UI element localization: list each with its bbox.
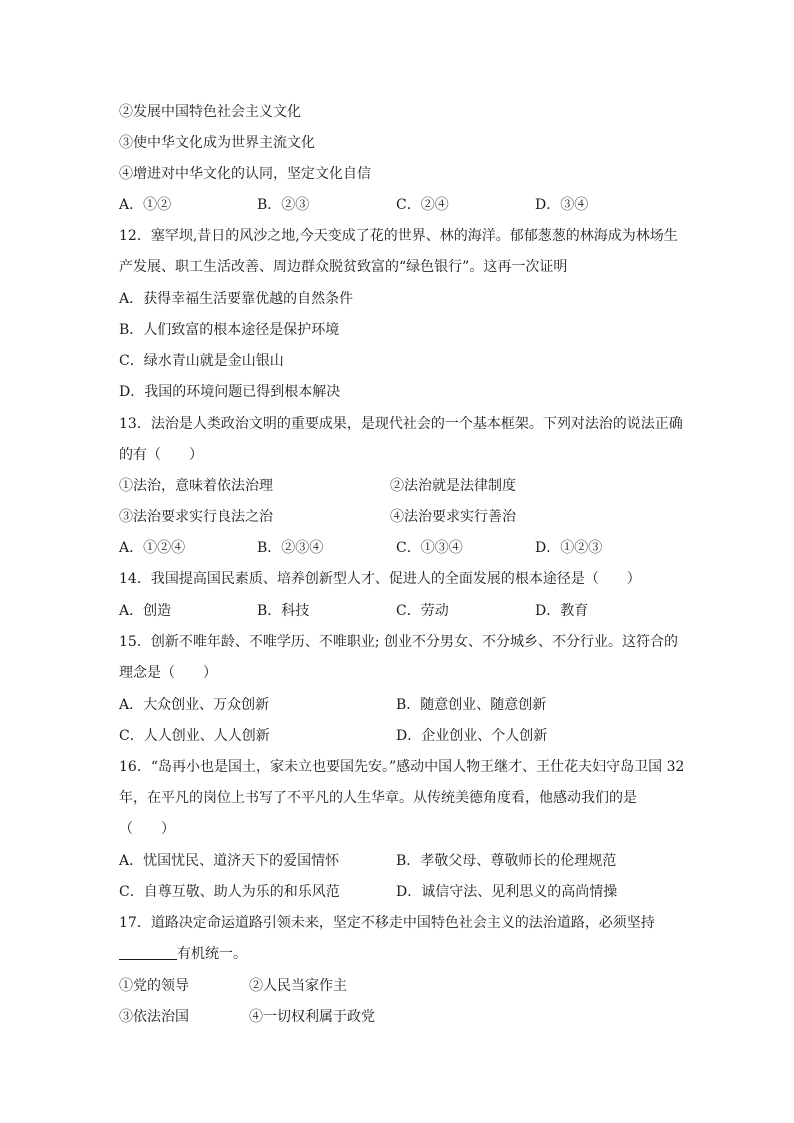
q16-option-a[interactable]: A．忧国忧民、道济天下的爱国情怀: [119, 853, 340, 869]
q12-option-c[interactable]: C．绿水青山就是金山银山: [119, 353, 284, 369]
q13-item-1: ①法治，意味着依法治理: [119, 478, 273, 494]
q12-stem-line-1: 12．塞罕坝,昔日的风沙之地,今天变成了花的世界、林的海洋。郁郁葱葱的林海成为林场生: [119, 228, 678, 244]
q13-item-4: ④法治要求实行善治: [390, 509, 516, 525]
q11-option-c[interactable]: C．②④: [396, 197, 449, 213]
q12-option-d[interactable]: D．我国的环境问题已得到根本解决: [119, 384, 341, 400]
q16-stem-line-2: 年，在平凡的岗位上书写了不平凡的人生华章。从传统美德角度看，他感动我们的是: [119, 790, 637, 806]
q11-item-3: ③使中华文化成为世界主流文化: [119, 135, 315, 151]
q13-stem-line-2: 的有（ ）: [119, 447, 203, 463]
q13-option-d[interactable]: D．①②③: [535, 540, 603, 556]
q13-option-a[interactable]: A．①②④: [119, 540, 186, 556]
q17-item-4: ④一切权利属于政党: [249, 1009, 375, 1025]
q15-option-c[interactable]: C．人人创业、人人创新: [119, 728, 270, 744]
q14-stem: 14．我国提高国民素质、培养创新型人才、促进人的全面发展的根本途径是（ ）: [119, 571, 641, 587]
q11-item-2: ②发展中国特色社会主义文化: [119, 104, 301, 120]
q14-option-b[interactable]: B．科技: [257, 603, 310, 619]
q17-stem-line-2-text: 有机统一。: [177, 946, 247, 962]
q14-option-a[interactable]: A．创造: [119, 603, 172, 619]
q17-stem-line-2: [119, 944, 247, 964]
q13-option-b[interactable]: B．②③④: [257, 540, 324, 556]
q15-option-b[interactable]: B．随意创业、随意创新: [396, 697, 547, 713]
q17-item-2: ②人民当家作主: [249, 978, 347, 994]
q15-stem-line-1: 15．创新不唯年龄、不唯学历、不唯职业; 创业不分男女、不分城乡、不分行业。这符合的: [119, 634, 678, 650]
q15-option-a[interactable]: A．大众创业、万众创新: [119, 697, 270, 713]
q14-option-c[interactable]: C．劳动: [396, 603, 449, 619]
q11-option-d[interactable]: D．③④: [535, 197, 589, 213]
q12-option-a[interactable]: A．获得幸福生活要靠优越的自然条件: [119, 291, 354, 307]
q13-item-2: ②法治就是法律制度: [390, 478, 516, 494]
q12-stem-line-2: 产发展、职工生活改善、周边群众脱贫致富的“绿色银行”。这再一次证明: [119, 259, 568, 275]
q11-option-b[interactable]: B．②③: [257, 197, 310, 213]
q15-option-d[interactable]: D．企业创业、个人创新: [396, 728, 548, 744]
q17-item-3: ③依法治国: [119, 1009, 189, 1025]
q16-option-b[interactable]: B．孝敬父母、尊敬师长的伦理规范: [396, 853, 617, 869]
q11-option-a[interactable]: A．①②: [119, 197, 172, 213]
q11-item-4: ④增进对中华文化的认同，坚定文化自信: [119, 166, 371, 182]
q17-item-1: ①党的领导: [119, 978, 189, 994]
q13-stem-line-1: 13．法治是人类政治文明的重要成果，是现代社会的一个基本框架。下列对法治的说法正确: [119, 416, 683, 432]
q12-option-b[interactable]: B．人们致富的根本途径是保护环境: [119, 322, 340, 338]
q14-option-d[interactable]: D．教育: [535, 603, 589, 619]
q13-item-3: ③法治要求实行良法之治: [119, 509, 273, 525]
q16-option-c[interactable]: C．自尊互敬、助人为乐的和乐风范: [119, 884, 340, 900]
q16-stem-line-3: （ ）: [119, 821, 175, 837]
q13-option-c[interactable]: C．①③④: [396, 540, 463, 556]
q16-stem-line-1: 16．“岛再小也是国土，家未立也要国先安。”感动中国人物王继才、王仕花夫妇守岛卫国 32: [119, 759, 685, 775]
answer-blank[interactable]: [119, 945, 177, 960]
q15-stem-line-2: 理念是（ ）: [119, 665, 217, 681]
q16-option-d[interactable]: D．诚信守法、见利思义的高尚情操: [396, 884, 618, 900]
q17-stem-line-1: 17．道路决定命运道路引领未来，坚定不移走中国特色社会主义的法治道路，必须坚持: [119, 915, 655, 931]
